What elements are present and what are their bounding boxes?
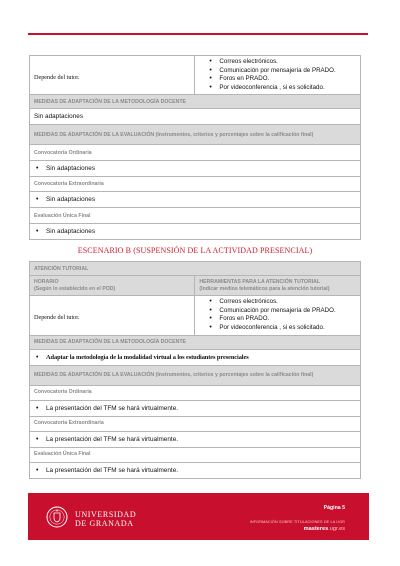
list-item	[30, 161, 361, 177]
subsection-header: Evaluación Única Final	[30, 447, 361, 462]
section-header: MEDIDAS DE ADAPTACIÓN DE LA METODOLOGÍA DOCENTE	[30, 95, 361, 109]
footer-band	[28, 493, 369, 540]
bullet-icon: •	[36, 196, 39, 204]
subsection-header: Convocatoria Extraordinaria	[30, 416, 361, 431]
tools-cell	[195, 296, 361, 335]
list-item: • Correos electrónicos.	[209, 58, 360, 67]
bullet-icon: •	[36, 353, 39, 361]
item-text: La presentación del TFM se hará virtualmente.	[46, 404, 179, 412]
university-line-2: DE GRANADA	[75, 518, 134, 528]
list-item: • Correos electrónicos.	[209, 298, 360, 307]
item-text: Sin adaptaciones	[46, 228, 96, 236]
site-name: masteres	[303, 526, 329, 532]
list-item	[30, 224, 361, 240]
subsection-header: Evaluación Única Final	[30, 208, 361, 224]
university-seal-icon	[46, 506, 68, 528]
subsection-header: Convocatoria Ordinaria	[30, 385, 361, 400]
list-item	[30, 400, 361, 416]
horario-title: HORARIO	[34, 279, 59, 286]
footer-info: INFORMACIÓN SOBRE TITULACIONES DE LA UGR	[249, 520, 345, 524]
section-header: ATENCIÓN TUTORIAL	[30, 262, 361, 276]
herramientas-title: HERRAMIENTAS PARA LA ATENCIÓN TUTORIAL	[199, 279, 321, 286]
university-line-1: UNIVERSIDAD	[75, 510, 137, 519]
tools-list	[195, 296, 360, 334]
subsection-header: Convocatoria Extraordinaria	[30, 177, 361, 192]
list-item: • Comunicación por mensajería de PRADO.	[209, 307, 360, 316]
list-item: • Foros en PRADO.	[209, 75, 360, 84]
tutor-cell	[30, 296, 195, 335]
section-header: MEDIDAS DE ADAPTACIÓN DE LA EVALUACIÓN (Instrumentos, criterios y porcentajes sobre la calificación final)	[30, 125, 361, 145]
page-number: Página 5	[323, 505, 345, 511]
herramientas-subtitle: (Indicar medios telemáticos para la atención tutorial)	[199, 285, 330, 292]
tools-list	[195, 56, 360, 94]
section-header: MEDIDAS DE ADAPTACIÓN DE LA EVALUACIÓN (Instrumentos, criterios y porcentajes sobre la calificación final)	[30, 365, 361, 385]
site-domain: .ugr.es	[328, 526, 345, 532]
list-item	[30, 462, 361, 478]
university-name	[75, 511, 136, 528]
list-item: • Por videoconferencia , si es solicitado.	[209, 84, 360, 93]
item-text: La presentación del TFM se hará virtualmente.	[46, 435, 179, 443]
tutoring-row	[30, 56, 361, 95]
tutor-label: Depende del tutor.	[34, 314, 80, 322]
tutor-label: Depende del tutor.	[34, 74, 80, 82]
bullet-icon: •	[36, 228, 39, 236]
bullet-icon: •	[36, 435, 39, 443]
tutor-cell	[30, 56, 195, 95]
list-item: • Comunicación por mensajería de PRADO.	[209, 67, 360, 76]
list-item	[30, 431, 361, 447]
tools-cell	[195, 56, 361, 95]
site-link[interactable]	[304, 526, 345, 532]
section-header: MEDIDAS DE ADAPTACIÓN DE LA METODOLOGÍA DOCENTE	[30, 335, 361, 349]
horario-subtitle: (Según lo establecido en el POD)	[34, 285, 116, 292]
list-item	[30, 349, 361, 365]
bullet-icon: •	[36, 404, 39, 412]
tutoring-row	[30, 296, 361, 335]
list-item: • Foros en PRADO.	[209, 315, 360, 324]
item-text: Sin adaptaciones	[46, 165, 96, 173]
list-item: • Por videoconferencia , si es solicitado.	[209, 324, 360, 333]
item-text: La presentación del TFM se hará virtualmente.	[46, 466, 179, 474]
section-value: Sin adaptaciones	[30, 109, 361, 125]
horario-header	[30, 276, 195, 296]
top-red-rule	[28, 33, 368, 35]
subsection-header: Convocatoria Ordinaria	[30, 145, 361, 161]
guide-table	[29, 55, 361, 479]
bullet-icon: •	[36, 165, 39, 173]
bullet-icon: •	[36, 466, 39, 474]
list-item	[30, 192, 361, 208]
herramientas-header	[195, 276, 361, 296]
item-text: Adaptar la metodología de la modalidad virtual a los estudiantes presenciales	[46, 353, 249, 361]
scenario-b-heading: ESCENARIO B (SUSPENSIÓN DE LA ACTIVIDAD PRESENCIAL)	[30, 240, 361, 262]
item-text: Sin adaptaciones	[46, 196, 96, 204]
